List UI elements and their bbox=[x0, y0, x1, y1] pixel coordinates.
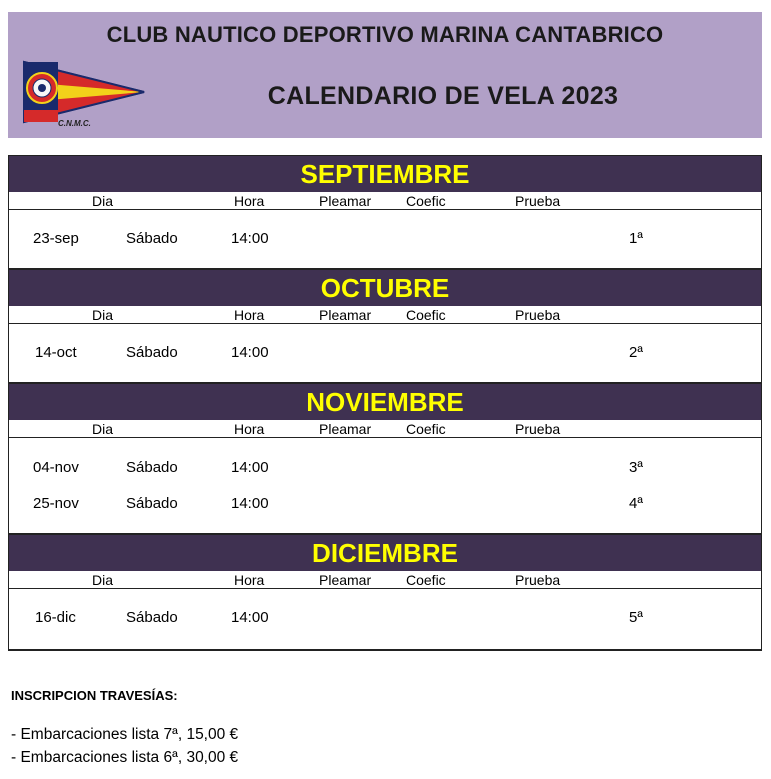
col-dia: Dia bbox=[92, 193, 114, 209]
event-time: 14:00 bbox=[231, 495, 269, 512]
month-section-noviembre bbox=[9, 383, 761, 534]
col-prueba: Prueba bbox=[515, 572, 561, 588]
event-time: 14:00 bbox=[231, 230, 269, 247]
event-race: 3ª bbox=[629, 459, 643, 476]
event-row bbox=[9, 609, 761, 629]
event-day: Sábado bbox=[126, 459, 178, 476]
event-rows bbox=[9, 589, 761, 650]
event-day: Sábado bbox=[126, 609, 178, 626]
column-headers bbox=[9, 571, 761, 589]
column-headers bbox=[9, 306, 761, 324]
col-coefic: Coefic bbox=[406, 572, 446, 588]
event-date: 04-nov bbox=[33, 459, 79, 476]
month-section-octubre bbox=[9, 269, 761, 383]
column-headers bbox=[9, 192, 761, 210]
col-dia: Dia bbox=[92, 421, 114, 437]
col-hora: Hora bbox=[234, 193, 265, 209]
event-time: 14:00 bbox=[231, 609, 269, 626]
month-heading: DICIEMBRE bbox=[9, 534, 761, 571]
header-banner bbox=[8, 12, 762, 138]
month-heading: SEPTIEMBRE bbox=[9, 155, 761, 192]
calendar-title: CALENDARIO DE VELA 2023 bbox=[267, 82, 619, 110]
fee-line: - Embarcaciones lista 6ª, 30,00 € bbox=[11, 749, 239, 766]
event-rows bbox=[9, 324, 761, 383]
col-pleamar: Pleamar bbox=[319, 193, 372, 209]
month-heading: NOVIEMBRE bbox=[9, 383, 761, 420]
col-hora: Hora bbox=[234, 421, 265, 437]
event-day: Sábado bbox=[126, 344, 178, 361]
column-headers bbox=[9, 420, 761, 438]
event-time: 14:00 bbox=[231, 344, 269, 361]
col-coefic: Coefic bbox=[406, 307, 446, 323]
inscription-heading: INSCRIPCION TRAVESÍAS: bbox=[11, 688, 178, 703]
event-date: 14-oct bbox=[35, 344, 77, 361]
col-pleamar: Pleamar bbox=[319, 572, 372, 588]
event-row bbox=[9, 495, 761, 515]
event-day: Sábado bbox=[126, 230, 178, 247]
col-coefic: Coefic bbox=[406, 421, 446, 437]
regatta-calendar bbox=[8, 155, 762, 651]
event-race: 4ª bbox=[629, 495, 643, 512]
event-rows bbox=[9, 438, 761, 534]
col-hora: Hora bbox=[234, 572, 265, 588]
month-section-septiembre bbox=[9, 155, 761, 269]
event-race: 1ª bbox=[629, 230, 643, 247]
fee-line: - Embarcaciones lista 7ª, 15,00 € bbox=[11, 726, 239, 743]
event-day: Sábado bbox=[126, 495, 178, 512]
logo-caption: C.N.M.C. bbox=[58, 119, 91, 128]
event-row bbox=[9, 459, 761, 479]
col-pleamar: Pleamar bbox=[319, 421, 372, 437]
col-hora: Hora bbox=[234, 307, 265, 323]
event-date: 25-nov bbox=[33, 495, 79, 512]
event-row bbox=[9, 230, 761, 250]
event-date: 16-dic bbox=[35, 609, 76, 626]
month-heading: OCTUBRE bbox=[9, 269, 761, 306]
event-time: 14:00 bbox=[231, 459, 269, 476]
event-race: 5ª bbox=[629, 609, 643, 626]
col-coefic: Coefic bbox=[406, 193, 446, 209]
col-prueba: Prueba bbox=[515, 421, 561, 437]
club-name: CLUB NAUTICO DEPORTIVO MARINA CANTABRICO bbox=[106, 22, 664, 47]
col-prueba: Prueba bbox=[515, 193, 561, 209]
col-dia: Dia bbox=[92, 307, 114, 323]
event-row bbox=[9, 344, 761, 364]
event-date: 23-sep bbox=[33, 230, 79, 247]
event-race: 2ª bbox=[629, 344, 643, 361]
col-prueba: Prueba bbox=[515, 307, 561, 323]
month-section-diciembre bbox=[9, 534, 761, 650]
event-rows bbox=[9, 210, 761, 269]
col-dia: Dia bbox=[92, 572, 114, 588]
col-pleamar: Pleamar bbox=[319, 307, 372, 323]
